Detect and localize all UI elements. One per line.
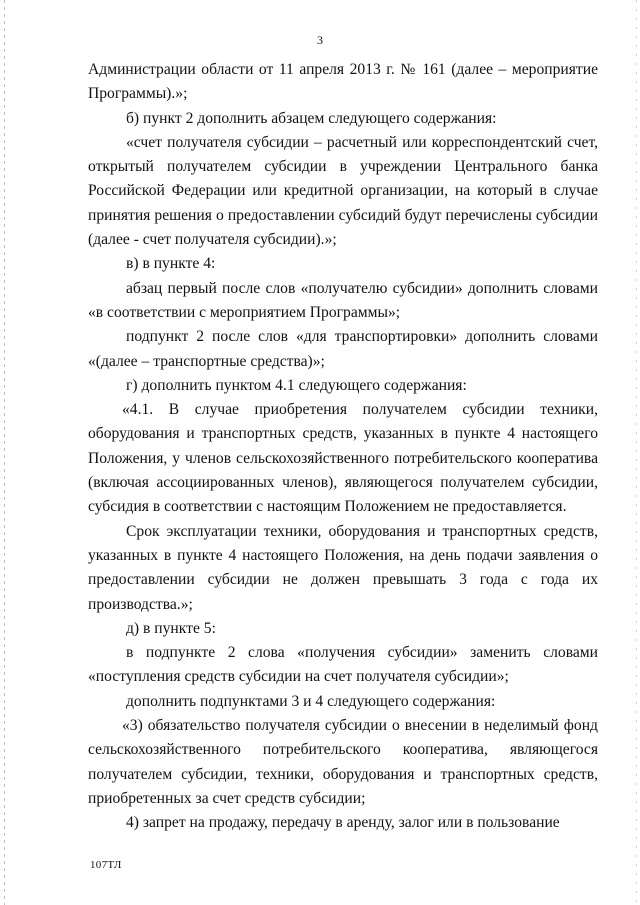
paragraph-subitem-4: 4) запрет на продажу, передачу в аренду, залог или в пользование bbox=[126, 814, 560, 832]
paragraph-item-b: б) пункт 2 дополнить абзацем следующего содержания: bbox=[126, 109, 497, 127]
paragraph-clause-4-1: «4.1. В случае приобретения получателем субсидии техники, оборудования и транспортных средств, указанных в пункте 4 настоящего Положения, у членов сельскохозяйственного потребительского кооператива (включая ассоциированных членов), являющегося получателем субсидии, субсидия в соответствии с настоящим Положением не предоставляется. bbox=[88, 401, 598, 516]
paragraph-item-g: г) дополнить пунктом 4.1 следующего содержания: bbox=[126, 376, 467, 394]
paragraph-account-definition: «счет получателя субсидии – расчетный или корреспондентский счет, открытый получателем субсидии в учреждении Центрального банка Российской Федерации или кредитной организации, на который в случае принятия решения о предоставлении субсидий будут перечислены субсидии (далее - счет получателя субсидии).»; bbox=[88, 133, 598, 249]
scan-edge-left bbox=[4, 0, 5, 905]
paragraph-subitem-2-replace: в подпункте 2 слова «получения субсидии» заменить словами «поступления средств субсидии на счет получателя субсидии»; bbox=[88, 644, 598, 686]
document-body bbox=[88, 58, 598, 836]
paragraph-first-abzac: абзац первый после слов «получателю субсидии» дополнить словами «в соответствии с мероприятием Программы»; bbox=[88, 279, 598, 321]
paragraph-item-d: д) в пункте 5: bbox=[126, 619, 216, 637]
paragraph-subitem-3: «3) обязательство получателя субсидии о внесении в неделимый фонд сельскохозяйственного потребительского кооператива, являющегося получателем субсидии, техники, оборудования и транспортных средств, приобретенных за счет средств субсидии; bbox=[88, 717, 598, 807]
paragraph-continuation: Администрации области от 11 апреля 2013 г. № 161 (далее – мероприятие Программы).»; bbox=[88, 61, 598, 103]
footer-document-code: 107ТЛ bbox=[90, 859, 122, 871]
paragraph-item-v: в) в пункте 4: bbox=[126, 255, 216, 273]
paragraph-subitem-2: подпункт 2 после слов «для транспортировки» дополнить словами «(далее – транспортные средства)»; bbox=[88, 328, 598, 370]
paragraph-service-life: Срок эксплуатации техники, оборудования и транспортных средств, указанных в пункте 4 настоящего Положения, на день подачи заявления о предоставлении субсидии не должен превышать 3 года с года их производства.»; bbox=[88, 522, 598, 613]
scan-edge-right bbox=[636, 0, 637, 905]
paragraph-add-subitems: дополнить подпунктами 3 и 4 следующего содержания: bbox=[126, 692, 496, 710]
page-number: 3 bbox=[317, 33, 323, 47]
